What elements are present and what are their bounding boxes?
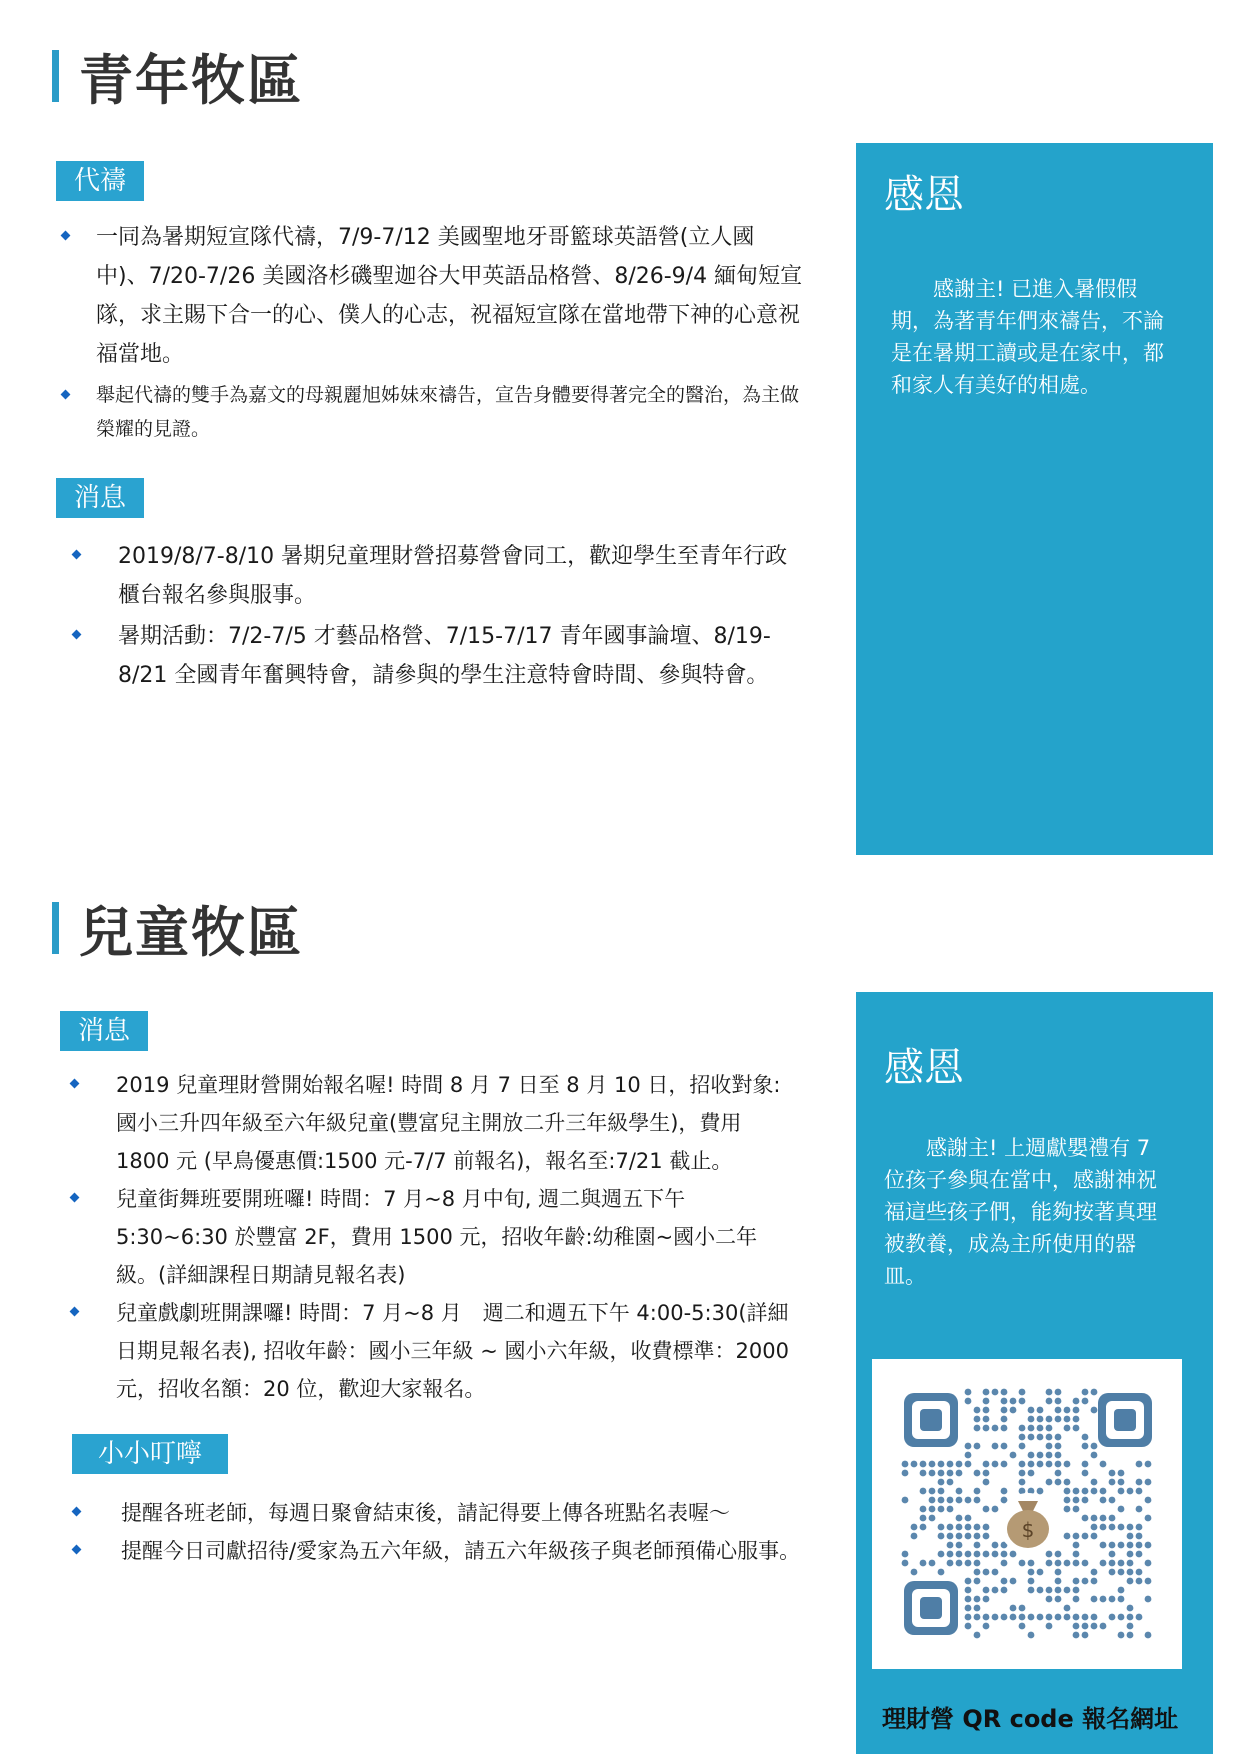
children-gratitude-panel (856, 992, 1213, 1754)
list-item (96, 378, 806, 446)
svg-text:$: $ (1021, 1518, 1035, 1542)
children-gratitude-heading: 感恩 (884, 1045, 964, 1091)
diamond-bullet-icon (72, 550, 82, 560)
youth-prayer-item-2: 舉起代禱的雙手為嘉文的母親麗旭姊妹來禱告，宣告身體要得著完全的醫治，為主做榮耀的見證。 (96, 384, 800, 440)
diamond-bullet-icon (61, 231, 71, 241)
diamond-bullet-icon (61, 390, 71, 400)
list-item (118, 537, 808, 615)
children-title: 兒童牧區 (79, 900, 303, 964)
diamond-bullet-icon (70, 1079, 80, 1089)
youth-prayer-item-1: 一同為暑期短宣隊代禱，7/9-7/12 美國聖地牙哥籃球英語營(立人國中)、7/20-7/26 美國洛杉磯聖迦谷大甲英語品格營、8/26-9/4 緬甸短宣隊，求主賜下合一的心、僕人的心志，祝福短宣隊在當地帶下神的心意祝福當地。 (96, 225, 803, 367)
children-reminder-label: 小小叮嚀 (72, 1434, 228, 1474)
qr-code-caption: 理財營 QR code 報名網址 (882, 1705, 1179, 1733)
children-news-list (116, 1066, 796, 1408)
list-item (116, 1066, 796, 1180)
youth-gratitude-text: 感謝主! 已進入暑假假期，為著青年們來禱告，不論是在暑期工讀或是在家中，都和家人有美好的相處。 (891, 277, 1164, 397)
diamond-bullet-icon (72, 1507, 82, 1517)
title-accent-bar (52, 50, 59, 102)
youth-news-item-1: 2019/8/7-8/10 暑期兒童理財營招募營會同工，歡迎學生至青年行政櫃台報名參與服事。 (118, 544, 788, 608)
youth-prayer-list (96, 218, 806, 446)
children-reminder-item-1: 提醒各班老師，每週日聚會結束後，請記得要上傳各班點名表喔～ (121, 1501, 730, 1525)
children-reminder-list (121, 1494, 841, 1570)
youth-gratitude-panel (856, 143, 1213, 855)
money-bag-icon (998, 1493, 1058, 1553)
youth-prayer-label: 代禱 (56, 161, 144, 201)
youth-gratitude-heading: 感恩 (884, 172, 964, 218)
title-accent-bar (52, 902, 59, 954)
list-item (121, 1532, 841, 1570)
list-item (121, 1494, 841, 1532)
youth-news-label: 消息 (56, 478, 144, 518)
qr-code-card (872, 1359, 1182, 1669)
children-reminder-item-2: 提醒今日司獻招待/愛家為五六年級，請五六年級孩子與老師預備心服事。 (121, 1539, 801, 1563)
list-item (116, 1294, 796, 1408)
list-item (118, 617, 808, 695)
children-news-label: 消息 (60, 1011, 148, 1051)
children-news-item-3: 兒童戲劇班開課囉! 時間：7 月~8 月 週二和週五下午 4:00-5:30(詳細日期見報名表), 招收年齡：國小三年級 ~ 國小六年級，收費標準：2000 元，招收名額：20 位，歡迎大家報名。 (116, 1301, 789, 1401)
list-item (96, 218, 806, 374)
diamond-bullet-icon (70, 1307, 80, 1317)
diamond-bullet-icon (72, 630, 82, 640)
children-section-title (52, 896, 303, 964)
children-news-item-2: 兒童街舞班要開班囉! 時間：7 月~8 月中旬, 週二與週五下午 5:30~6:30 於豐富 2F，費用 1500 元，招收年齡:幼稚園~國小二年級。(詳細課程日期請見報名表) (116, 1187, 758, 1287)
youth-news-item-2: 暑期活動：7/2-7/5 才藝品格營、7/15-7/17 青年國事論壇、8/19-8/21 全國青年奮興特會，請參與的學生注意特會時間、參與特會。 (118, 624, 771, 688)
diamond-bullet-icon (72, 1545, 82, 1555)
youth-news-list (118, 537, 808, 695)
list-item (116, 1180, 796, 1294)
children-news-item-1: 2019 兒童理財營開始報名喔! 時間 8 月 7 日至 8 月 10 日，招收對象: 國小三升四年級至六年級兒童(豐富兒主開放二升三年級學生)，費用 1800 元 (早鳥優惠價:1500 元-7/7 前報名)，報名至:7/21 截止。 (116, 1073, 781, 1173)
qr-code-image[interactable] (872, 1359, 1182, 1669)
youth-title: 青年牧區 (79, 48, 303, 112)
diamond-bullet-icon (70, 1193, 80, 1203)
children-gratitude-text: 感謝主! 上週獻嬰禮有 7 位孩子參與在當中，感謝神祝福這些孩子們，能夠按著真理被教養，成為主所使用的器皿。 (884, 1136, 1157, 1288)
youth-section-title (52, 44, 303, 112)
